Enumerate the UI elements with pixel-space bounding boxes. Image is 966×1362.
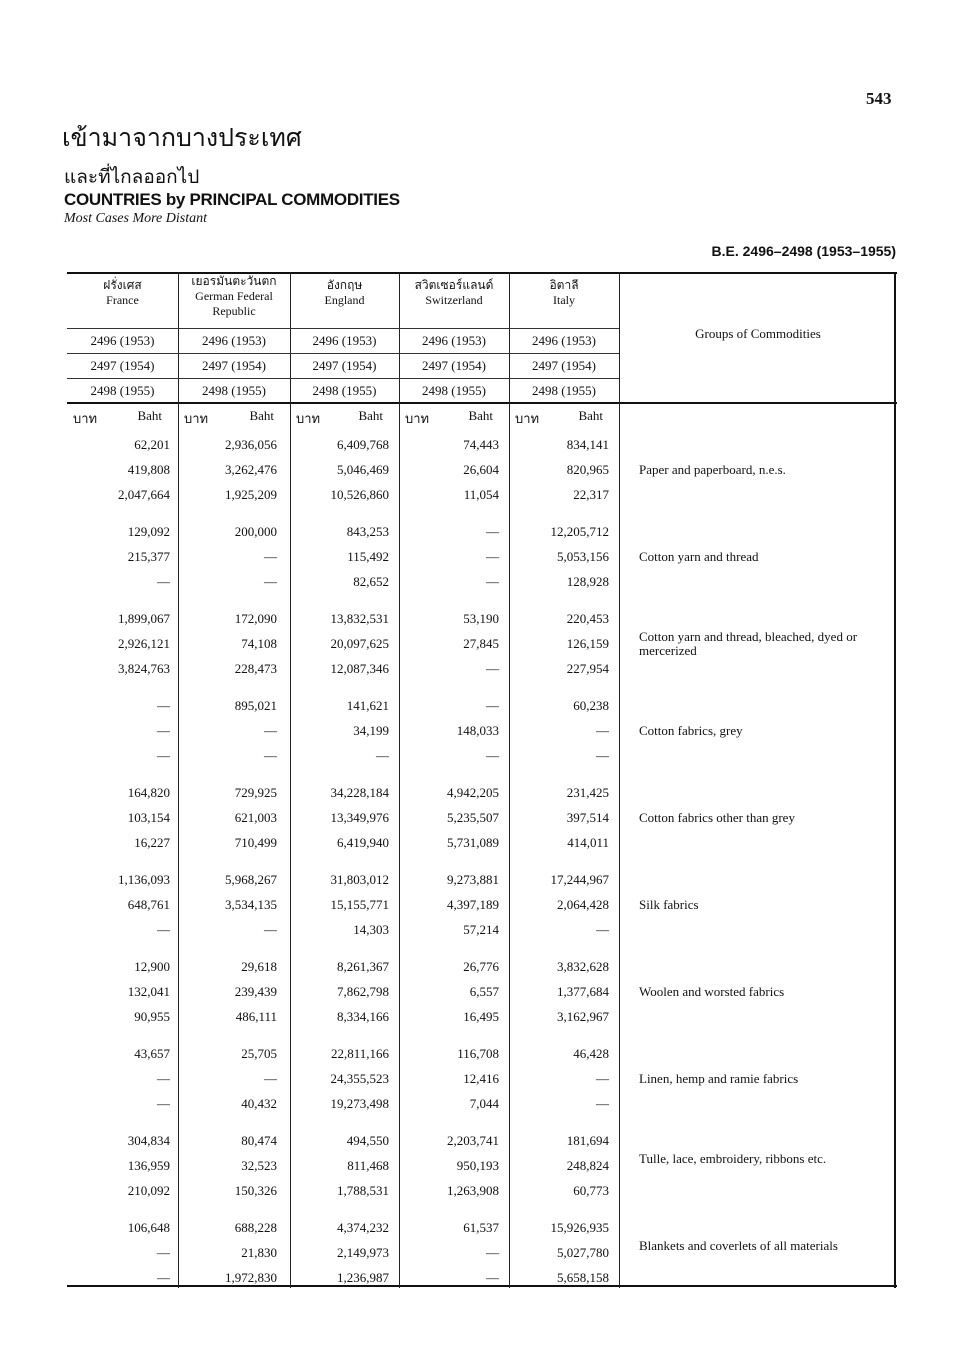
value-cell: 32,523	[241, 1158, 277, 1173]
country-thai: อังกฤษ	[326, 278, 363, 292]
value-cell: 5,658,158	[557, 1270, 609, 1285]
country-english: German Federal Republic	[195, 289, 273, 318]
value-cell: 9,273,881	[447, 872, 499, 887]
value-cell: —	[596, 922, 609, 937]
country-english: Italy	[553, 293, 575, 307]
page-number: 543	[866, 89, 892, 108]
value-cell: 22,317	[573, 487, 609, 502]
unit-label	[178, 408, 290, 428]
commodity-group-name: Linen, hemp and ramie fabrics	[639, 1071, 799, 1086]
value-cell: —	[157, 574, 170, 589]
value-cell: 61,537	[463, 1220, 499, 1235]
year-label: 2497 (1954)	[202, 358, 266, 373]
unit-english: Baht	[137, 408, 162, 423]
value-cell: 27,845	[463, 636, 499, 651]
value-cell: 24,355,523	[330, 1071, 389, 1086]
country-header-england	[290, 278, 399, 330]
value-cell: 820,965	[566, 462, 609, 477]
year-label: 2498 (1955)	[312, 383, 377, 398]
value-cell: 1,925,209	[225, 487, 277, 502]
value-cell: 2,064,428	[557, 897, 609, 912]
value-cell: 10,526,860	[330, 487, 389, 502]
value-cell: 6,409,768	[337, 437, 389, 452]
value-cell: 1,899,067	[118, 611, 170, 626]
unit-thai: บาท	[405, 412, 430, 427]
value-cell: 621,003	[234, 810, 277, 825]
value-cell: 843,253	[346, 524, 389, 539]
year-label: 2497 (1954)	[422, 358, 486, 373]
value-cell: 128,928	[566, 574, 609, 589]
value-cell: 16,227	[134, 835, 170, 850]
value-cell: 4,942,205	[447, 785, 499, 800]
value-cell: 688,228	[234, 1220, 277, 1235]
value-cell: 12,087,346	[330, 661, 389, 676]
year-label: 2496 (1953)	[90, 333, 155, 348]
value-cell: —	[596, 1096, 609, 1111]
value-cell: 53,190	[463, 611, 499, 626]
value-cell: 2,936,056	[225, 437, 277, 452]
value-cell: 25,705	[241, 1046, 277, 1061]
value-cell: 22,811,166	[330, 1046, 389, 1061]
value-cell: 17,244,967	[550, 872, 609, 887]
value-cell: 210,092	[127, 1183, 170, 1198]
commodity-group-name: Cotton fabrics other than grey	[639, 810, 795, 825]
value-cell: 231,425	[566, 785, 609, 800]
value-cell: 729,925	[234, 785, 277, 800]
value-cell: 8,261,367	[337, 959, 389, 974]
value-cell: 248,824	[566, 1158, 609, 1173]
value-cell: —	[486, 524, 499, 539]
value-cell: 5,235,507	[447, 810, 499, 825]
value-cell: 950,193	[456, 1158, 499, 1173]
value-cell: —	[157, 922, 170, 937]
year-label: 2496 (1953)	[532, 333, 596, 348]
value-cell: 116,708	[457, 1046, 499, 1061]
value-cell: 29,618	[241, 959, 277, 974]
value-cell: 3,824,763	[118, 661, 170, 676]
value-cell: 215,377	[127, 549, 170, 564]
value-cell: 148,033	[456, 723, 499, 738]
value-cell: 12,900	[134, 959, 170, 974]
commodity-group-name: Blankets and coverlets of all materials	[639, 1238, 838, 1253]
title-english: COUNTRIES by PRINCIPAL COMMODITIES	[64, 190, 400, 209]
unit-english: Baht	[468, 408, 493, 423]
country-header-italy	[509, 278, 619, 330]
value-cell: 16,495	[463, 1009, 499, 1024]
year-label: 2497 (1954)	[90, 358, 155, 373]
value-cell: 14,303	[353, 922, 389, 937]
value-cell: 3,534,135	[225, 897, 277, 912]
value-cell: 1,136,093	[118, 872, 170, 887]
value-cell: —	[596, 1071, 609, 1086]
value-cell: —	[157, 1096, 170, 1111]
value-cell: 1,972,830	[225, 1270, 277, 1285]
value-cell: 34,199	[353, 723, 389, 738]
value-cell: —	[157, 698, 170, 713]
value-cell: 103,154	[127, 810, 170, 825]
value-cell: 40,432	[241, 1096, 277, 1111]
commodity-group-name: Woolen and worsted fabrics	[639, 984, 785, 999]
value-cell: —	[264, 574, 277, 589]
unit-label	[67, 408, 178, 428]
value-cell: —	[264, 1071, 277, 1086]
unit-label	[399, 408, 509, 428]
unit-thai: บาท	[184, 412, 209, 427]
value-cell: 57,214	[463, 922, 499, 937]
value-cell: 15,155,771	[330, 897, 389, 912]
country-header-france	[67, 278, 178, 330]
value-cell: —	[486, 1270, 499, 1285]
value-cell: 7,862,798	[337, 984, 389, 999]
value-cell: —	[596, 748, 609, 763]
value-cell: 12,205,712	[550, 524, 609, 539]
country-english: Switzerland	[425, 293, 483, 307]
unit-label	[290, 408, 399, 428]
value-cell: 304,834	[127, 1133, 170, 1148]
commodity-group-name: Cotton yarn and thread	[639, 549, 759, 564]
value-cell: 106,648	[127, 1220, 170, 1235]
value-cell: 82,652	[353, 574, 389, 589]
value-cell: 6,419,940	[337, 835, 389, 850]
country-thai: อิตาลี	[549, 278, 579, 292]
value-cell: 1,788,531	[337, 1183, 389, 1198]
value-cell: 141,621	[346, 698, 389, 713]
value-cell: 895,021	[234, 698, 277, 713]
value-cell: 43,657	[134, 1046, 170, 1061]
unit-thai: บาท	[73, 412, 98, 427]
value-cell: —	[376, 748, 389, 763]
value-cell: 5,731,089	[447, 835, 499, 850]
value-cell: —	[486, 698, 499, 713]
value-cell: —	[157, 723, 170, 738]
table-right-border	[894, 272, 896, 1288]
value-cell: 46,428	[573, 1046, 609, 1061]
value-cell: 5,046,469	[337, 462, 389, 477]
value-cell: 4,374,232	[337, 1220, 389, 1235]
unit-english: Baht	[578, 408, 603, 423]
commodity-group-name: Paper and paperboard, n.e.s.	[639, 462, 786, 477]
value-cell: 5,027,780	[557, 1245, 609, 1260]
value-cell: 136,959	[127, 1158, 170, 1173]
value-cell: —	[486, 1245, 499, 1260]
value-cell: 2,926,121	[118, 636, 170, 651]
column-divider	[619, 272, 620, 1288]
value-cell: 12,416	[463, 1071, 499, 1086]
title-thai: เข้ามาจากบางประเทศ	[62, 123, 302, 152]
value-cell: —	[264, 748, 277, 763]
value-cell: 1,236,987	[337, 1270, 389, 1285]
value-cell: 200,000	[234, 524, 277, 539]
value-cell: 15,926,935	[550, 1220, 609, 1235]
value-cell: 115,492	[347, 549, 389, 564]
value-cell: 150,326	[234, 1183, 277, 1198]
country-thai: เยอรมันตะวันตก	[191, 274, 277, 288]
value-cell: 129,092	[127, 524, 170, 539]
country-english: France	[106, 293, 139, 307]
value-cell: 834,141	[566, 437, 609, 452]
unit-label	[509, 408, 619, 428]
year-label: 2498 (1955)	[422, 383, 486, 398]
value-cell: 710,499	[234, 835, 277, 850]
value-cell: —	[486, 748, 499, 763]
value-cell: 21,830	[241, 1245, 277, 1260]
subtitle-thai: และที่ไกลออกไป	[64, 166, 200, 188]
value-cell: 126,159	[566, 636, 609, 651]
value-cell: 8,334,166	[337, 1009, 389, 1024]
value-cell: 74,108	[241, 636, 277, 651]
year-label: 2498 (1955)	[202, 383, 266, 398]
value-cell: 62,201	[134, 437, 170, 452]
commodity-table	[67, 272, 897, 1288]
value-cell: 80,474	[241, 1133, 277, 1148]
value-cell: 486,111	[235, 1009, 277, 1024]
value-cell: —	[486, 549, 499, 564]
value-cell: 3,262,476	[225, 462, 277, 477]
value-cell: 181,694	[566, 1133, 609, 1148]
value-cell: —	[264, 723, 277, 738]
year-label: 2496 (1953)	[312, 333, 377, 348]
year-label: 2497 (1954)	[532, 358, 596, 373]
value-cell: 132,041	[127, 984, 170, 999]
value-cell: 31,803,012	[330, 872, 389, 887]
value-cell: 60,773	[573, 1183, 609, 1198]
value-cell: 228,473	[234, 661, 277, 676]
country-header-switzerland	[399, 278, 509, 330]
value-cell: 419,808	[127, 462, 170, 477]
value-cell: 7,044	[469, 1096, 499, 1111]
value-cell: —	[596, 723, 609, 738]
year-label: 2498 (1955)	[90, 383, 155, 398]
value-cell: —	[486, 574, 499, 589]
value-cell: 5,968,267	[225, 872, 277, 887]
value-cell: 26,604	[463, 462, 499, 477]
subtitle-english: Most Cases More Distant	[64, 211, 207, 226]
value-cell: 60,238	[573, 698, 609, 713]
unit-thai: บาท	[296, 412, 321, 427]
value-cell: 3,832,628	[557, 959, 609, 974]
value-cell: 90,955	[134, 1009, 170, 1024]
value-cell: 6,557	[469, 984, 499, 999]
unit-english: Baht	[358, 408, 383, 423]
year-label: 2496 (1953)	[202, 333, 266, 348]
commodity-group-name: Tulle, lace, embroidery, ribbons etc.	[639, 1151, 827, 1166]
value-cell: 19,273,498	[330, 1096, 389, 1111]
value-cell: 1,377,684	[557, 984, 609, 999]
country-english: England	[324, 293, 365, 307]
value-cell: 227,954	[566, 661, 609, 676]
value-cell: 4,397,189	[447, 897, 499, 912]
year-label: 2497 (1954)	[312, 358, 377, 373]
value-cell: —	[157, 748, 170, 763]
commodity-group-name: Cotton fabrics, grey	[639, 723, 743, 738]
value-cell: 164,820	[127, 785, 170, 800]
value-cell: 34,228,184	[330, 785, 389, 800]
value-cell: 2,047,664	[118, 487, 170, 502]
value-cell: —	[157, 1071, 170, 1086]
value-cell: 220,453	[566, 611, 609, 626]
country-thai: สวิตเซอร์แลนด์	[414, 278, 494, 292]
value-cell: 26,776	[463, 959, 499, 974]
value-cell: 2,149,973	[337, 1245, 389, 1260]
value-cell: 1,263,908	[447, 1183, 499, 1198]
commodity-group-name: Silk fabrics	[639, 897, 699, 912]
value-cell: 648,761	[127, 897, 170, 912]
value-cell: 172,090	[234, 611, 277, 626]
value-cell: —	[486, 661, 499, 676]
commodity-group-name: Cotton yarn and thread, bleached, dyed or mercerized	[639, 629, 858, 658]
value-cell: 397,514	[566, 810, 609, 825]
value-cell: 414,011	[567, 835, 609, 850]
value-cell: 494,550	[346, 1133, 389, 1148]
value-cell: 3,162,967	[557, 1009, 609, 1024]
unit-thai: บาท	[515, 412, 540, 427]
unit-english: Baht	[249, 408, 274, 423]
value-cell: 2,203,741	[447, 1133, 499, 1148]
year-label: 2496 (1953)	[422, 333, 486, 348]
value-cell: 13,349,976	[330, 810, 389, 825]
country-header-germany	[178, 274, 290, 326]
period-label: B.E. 2496–2498 (1953–1955)	[711, 243, 896, 259]
value-cell: 20,097,625	[330, 636, 389, 651]
value-cell: 811,468	[347, 1158, 389, 1173]
year-label: 2498 (1955)	[532, 383, 596, 398]
value-cell: 74,443	[463, 437, 499, 452]
value-cell: 5,053,156	[557, 549, 609, 564]
value-cell: —	[264, 549, 277, 564]
value-cell: 13,832,531	[330, 611, 389, 626]
value-cell: —	[264, 922, 277, 937]
value-cell: 239,439	[234, 984, 277, 999]
value-cell: —	[157, 1270, 170, 1285]
groups-of-commodities-header: Groups of Commodities	[695, 326, 821, 341]
value-cell: —	[157, 1245, 170, 1260]
value-cell: 11,054	[463, 487, 499, 502]
country-thai: ฝรั่งเศส	[103, 278, 142, 292]
